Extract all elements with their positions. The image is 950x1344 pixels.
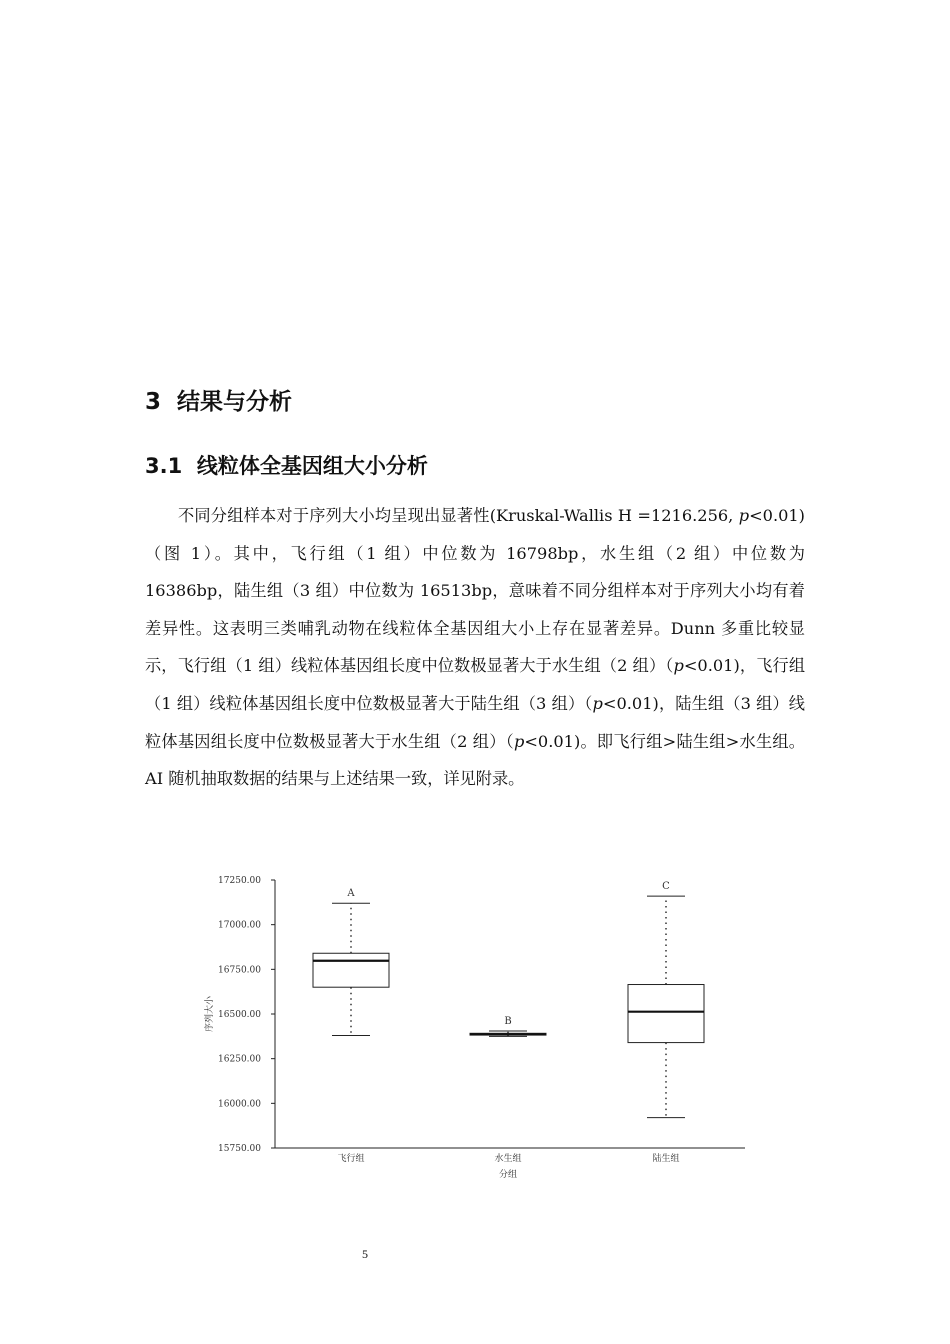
x-tick-label: 陆生组: [652, 1154, 680, 1164]
subsection-title: 线粒体全基因组大小分析: [196, 454, 428, 478]
paragraph-text-run: <0.01)，飞行组（1 组）线粒体基因组长度中位数极显著大于陆生组（3 组）（: [145, 656, 806, 713]
section-number: 3: [145, 389, 162, 415]
paragraph-text-run: <0.01)，陆生组（3 组）线粒体基因组长度中位数极显著大于水生组（2 组）（: [145, 693, 805, 751]
significance-letter: A: [347, 888, 355, 900]
italic-p-symbol: p: [513, 731, 525, 751]
subsection-heading: [145, 450, 428, 480]
italic-p-symbol: p: [673, 656, 684, 676]
x-tick-label: 飞行组: [337, 1154, 365, 1164]
subsection-number: 3.1: [145, 454, 183, 478]
x-axis-label: 分组: [498, 1170, 518, 1180]
italic-p-symbol: p: [738, 506, 750, 525]
significance-letter: C: [662, 881, 670, 893]
y-tick-label: 17000.00: [218, 920, 261, 931]
paragraph-text-run: <0.01)（图 1）。其中，飞行组（1 组）中位数为 16798bp，水生组（2 组）中位数为 16386bp，陆生组（3 组）中位数为 16513bp，意味着不同分组样本对于序列大小均有着差异性。这表明三类哺乳动物在线粒体全基因组大小上存在显著差异。Dunn 多重比较显示，飞行组（1 组）线粒体基因组长度中位数极显著大于水生组（2 组）（: [145, 506, 805, 676]
box-iqr: [313, 953, 389, 987]
y-tick-label: 16500.00: [218, 1010, 261, 1020]
y-tick-label: 15750.00: [218, 1144, 261, 1154]
paragraph-text-run: <0.01)。即飞行组>陆生组>水生组。AI 随机抽取数据的结果与上述结果一致，详见附录。: [145, 731, 805, 789]
y-axis-label: 序列大小: [205, 995, 215, 1033]
x-tick-label: 水生组: [494, 1154, 522, 1164]
boxplot-figure: [190, 865, 760, 1190]
results-paragraph: [145, 497, 805, 798]
page-number: 5: [362, 1247, 368, 1261]
italic-p-symbol: p: [592, 693, 603, 713]
box-iqr: [628, 985, 704, 1043]
section-heading: [145, 383, 292, 416]
y-tick-label: 16250.00: [218, 1054, 261, 1065]
significance-letter: B: [504, 1015, 512, 1027]
paragraph-text-run: 不同分组样本对于序列大小均呈现出显著性(Kruskal-Wallis H =1216.256,: [178, 506, 739, 525]
y-tick-label: 16000.00: [218, 1099, 261, 1110]
y-tick-label: 16750.00: [218, 965, 261, 976]
section-title: 结果与分析: [177, 389, 293, 415]
y-tick-label: 17250.00: [218, 876, 261, 886]
